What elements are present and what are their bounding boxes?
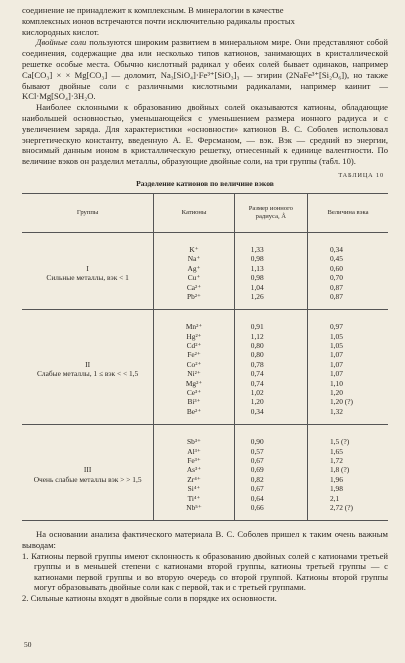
- conclusion-item: 1. Катионы первой группы имеют склонность к образованию двойных солей с катионами третьей группы и в меньшей степени с катионами второй группы, катионы третьей группы — с катионами первой группы и во вторую очередь со второй группой. Катионы второй группы могут образовывать двойные соли как с первой, так и с третьей группами.: [22, 550, 388, 593]
- group-name: Очень слабые металлы вэк > > 1,5: [33, 474, 142, 484]
- header-groups: Группы: [22, 193, 154, 232]
- radius-value: 0,80: [250, 350, 264, 360]
- cation-cell: [154, 425, 235, 521]
- cation-value: Ag⁺: [187, 263, 201, 273]
- double-salts-paragraph: [22, 37, 388, 102]
- radius-value: 1,12: [250, 331, 264, 341]
- radius-value: 0,91: [250, 322, 264, 332]
- cation-table: [22, 193, 388, 521]
- cation-value: Ti⁴⁺: [187, 493, 201, 503]
- vek-value: 0,70: [329, 273, 343, 283]
- cation-value: K⁺: [189, 244, 199, 254]
- table-number: ТАБЛИЦА 10: [338, 171, 384, 179]
- radius-value: 0,67: [250, 484, 264, 494]
- cation-value: Ce³⁺: [186, 388, 202, 398]
- radius-value: 0,90: [250, 437, 264, 447]
- vek-value: 1,10: [329, 378, 343, 388]
- vek-value: 1,07: [329, 350, 343, 360]
- radius-value: 0,64: [250, 493, 264, 503]
- header-vek: Величина вэка: [307, 193, 388, 232]
- vek-value: 0,97: [329, 322, 343, 332]
- conclusion-item: 2. Сильные катионы входят в двойные соли в порядке их основности.: [22, 592, 277, 603]
- radius-value: 0,57: [250, 446, 264, 456]
- radius-cell: [234, 425, 307, 521]
- radius-value: 0,74: [250, 369, 264, 379]
- vek-value: 1,20 (?): [329, 397, 353, 407]
- radius-cell: [234, 310, 307, 425]
- conclusion-intro: На основании анализа фактического материала В. С. Соболев пришел к таким очень важным выводам:: [22, 529, 388, 550]
- cation-cell: [154, 232, 235, 309]
- vek-value: 0,45: [329, 254, 343, 264]
- vek-cell: [307, 425, 388, 521]
- cation-value: Si⁴⁺: [187, 484, 201, 494]
- radius-value: 0,82: [250, 474, 264, 484]
- header-radius: Размер ионного радиуса, Å: [234, 193, 307, 232]
- radius-value: 0,80: [250, 341, 264, 351]
- vek-value: 0,87: [329, 282, 343, 292]
- vek-value: 2,72 (?): [329, 502, 353, 512]
- cation-value: Cu⁺: [187, 273, 201, 283]
- group-label-cell: [22, 425, 154, 521]
- cation-value: As³⁺: [186, 465, 202, 475]
- table-group-row: [22, 310, 388, 425]
- cation-value: Mn²⁺: [185, 322, 203, 332]
- cation-value: Nb⁵⁺: [186, 502, 202, 512]
- vek-value: 0,60: [329, 263, 343, 273]
- radius-cell: [234, 232, 307, 309]
- vek-value: 1,07: [329, 369, 343, 379]
- cation-value: Sb³⁺: [187, 437, 201, 447]
- radius-value: 1,04: [250, 282, 264, 292]
- header-cations: Катионы: [154, 193, 235, 232]
- radius-value: 1,13: [250, 263, 264, 273]
- tendency-paragraph: Наиболее склонными к образованию двойных солей оказываются катионы, обладающие наибольшей основностью, уменьшающейся с уменьшением размера ионного радиуса и с увеличением заряда. Для характеристики «основности» катионов В. С. Соболев использовал энергетическую константу, введенную А. Е. Ферсманом, — вэк. Вэк — средний вэ энергии, вносимый данным ионом в кристаллическую решетку, отнесенный к единице валентности. По величине вэков он разделил металлы, образующие двойные соли, на три группы (табл. 10).: [22, 102, 388, 167]
- cation-value: Mg²⁺: [185, 378, 203, 388]
- vek-cell: [307, 232, 388, 309]
- radius-value: 0,66: [250, 502, 264, 512]
- cation-value: Pb²⁺: [187, 291, 201, 301]
- intro-paragraph: [22, 5, 388, 37]
- group-roman-numeral: III: [83, 465, 92, 475]
- vek-value: 1,8 (?): [329, 465, 350, 475]
- cation-value: Co²⁺: [186, 359, 202, 369]
- vek-value: 1,05: [329, 331, 343, 341]
- vek-value: 1,05: [329, 341, 343, 351]
- cation-value: Fe²⁺: [187, 350, 201, 360]
- group-name: Сильные металлы, вэк < 1: [46, 273, 129, 283]
- radius-value: 1,02: [250, 388, 264, 398]
- vek-value: 1,65: [329, 446, 343, 456]
- cation-value: Ni²⁺: [187, 369, 201, 379]
- table-group-row: [22, 425, 388, 521]
- text-line: соединение не принадлежит к комплексным. В минералогии в качестве: [22, 5, 284, 15]
- cation-value: Hg²⁺: [186, 331, 202, 341]
- radius-value: 0,98: [250, 254, 264, 264]
- cation-value: Cd²⁺: [186, 341, 202, 351]
- radius-value: 0,78: [250, 359, 264, 369]
- table-group-row: [22, 232, 388, 309]
- cation-value: Be²⁺: [186, 406, 202, 416]
- double-salts-text: пользуются широким развитием в минеральном мире. Они представляют собой соединения, содержащие два или несколько типов катионов, занимающих в кристаллической решетке особые места. Обычно кислотный радикал у обеих солей бывает одинаков, например Ca[CO₃] × × Mg[CO₃] — доломит, Na₃[SiO₄]·Fe³⁺[SiO₃]₃ — эгирин (2NaFe³⁺[Si₂O₆]), но также бывают двойные соли с различными кислотными радикалами, например каинит — KCl·Mg[SO₄]·3H₂O.: [22, 37, 388, 102]
- conclusions-block: [22, 529, 388, 603]
- cation-value: Bi³⁺: [187, 397, 201, 407]
- text-line: кислородных кислот.: [22, 26, 100, 37]
- radius-value: 0,98: [250, 273, 264, 283]
- group-name: Слабые металлы, 1 ≤ вэк < < 1,5: [37, 369, 139, 379]
- group-label-cell: [22, 310, 154, 425]
- cation-value: Al³⁺: [187, 446, 201, 456]
- group-roman-numeral: II: [85, 359, 91, 369]
- vek-value: 0,34: [329, 244, 343, 254]
- vek-value: 1,5 (?): [329, 437, 350, 447]
- radius-value: 1,20: [250, 397, 264, 407]
- vek-value: 1,20: [329, 388, 343, 398]
- vek-value: 1,32: [329, 406, 343, 416]
- radius-value: 0,67: [250, 455, 264, 465]
- page-number: 50: [24, 640, 32, 649]
- radius-value: 0,34: [250, 406, 264, 416]
- radius-value: 0,69: [250, 465, 264, 475]
- vek-value: 1,07: [329, 359, 343, 369]
- vek-cell: [307, 310, 388, 425]
- cation-value: Na⁺: [187, 254, 201, 264]
- radius-value: 0,74: [250, 378, 264, 388]
- radius-value: 1,26: [250, 291, 264, 301]
- table-title: Разделение катионов по величине вэков: [136, 178, 274, 188]
- cation-value: Zr⁴⁺: [187, 474, 201, 484]
- group-roman-numeral: I: [86, 263, 89, 273]
- table-header-row: [22, 193, 388, 232]
- radius-value: 1,33: [250, 244, 264, 254]
- group-label-cell: [22, 232, 154, 309]
- vek-value: 0,87: [329, 291, 343, 301]
- cation-value: Fe³⁺: [187, 455, 201, 465]
- vek-value: 2,1: [329, 493, 340, 503]
- cation-cell: [154, 310, 235, 425]
- vek-value: 1,72: [329, 455, 343, 465]
- double-salts-term: Двойные соли: [36, 37, 87, 48]
- vek-value: 1,98: [329, 484, 343, 494]
- table-body: [22, 232, 388, 520]
- cation-value: Ca²⁺: [186, 282, 202, 292]
- text-line: комплексных ионов встречаются почти исключительно радикалы простых: [22, 15, 295, 26]
- vek-value: 1,96: [329, 474, 343, 484]
